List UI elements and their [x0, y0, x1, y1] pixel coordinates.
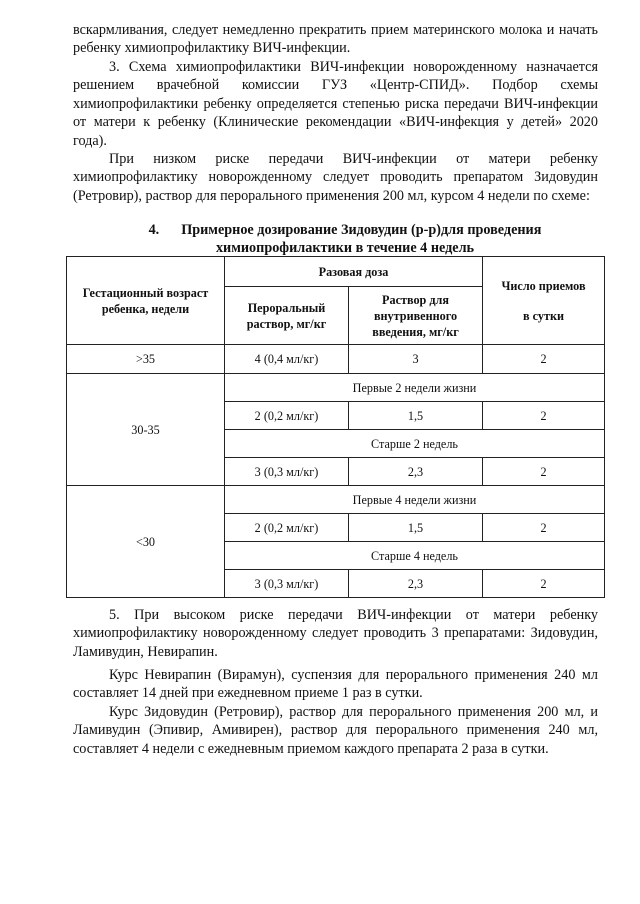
cell-period: Первые 2 недели жизни: [225, 374, 605, 402]
table-title-line1: Примерное дозирование Зидовудин (р-р)для проведения: [181, 222, 542, 238]
dosing-table: [66, 256, 605, 598]
table-row: [67, 345, 605, 374]
header-oral: Пероральный раствор, мг/кг: [225, 287, 349, 345]
cell-age-gt35: >35: [67, 345, 225, 374]
paragraph-nevirapine: Курс Невирапин (Вирамун), суспензия для перорального применения 240 мл составляет 14 дней при ежедневном приеме 1 раз в сутки.: [73, 667, 598, 702]
table-number: 4.: [148, 222, 160, 238]
cell-times: 2: [483, 458, 605, 486]
cell-times: 2: [483, 345, 605, 374]
table-row: [67, 486, 605, 514]
paragraph-zidovudine: Курс Зидовудин (Ретровир), раствор для перорального применения 200 мл, и Ламивудин (Эпивир, Амивирен), раствор для перорального применения 240 мл, составляет 4 недели с ежедневным приемом каждого препарата 2 раза в сутки.: [73, 704, 598, 757]
cell-oral: 4 (0,4 мл/кг): [225, 345, 349, 374]
header-times-line2: в сутки: [523, 308, 565, 323]
cell-period: Первые 4 недели жизни: [225, 486, 605, 514]
paragraph-low-risk: При низком риске передачи ВИЧ-инфекции от матери ребенку химиопрофилактику новорожденному следует проводить препаратом Зидовудин (Ретровир), раствор для перорального применения 200 мл, курсом 4 недели по схеме:: [73, 151, 598, 204]
cell-age-30-35: 30-35: [67, 374, 225, 486]
cell-period: Старше 4 недель: [225, 542, 605, 570]
cell-oral: 2 (0,2 мл/кг): [225, 402, 349, 430]
header-single-dose: Разовая доза: [225, 257, 483, 287]
cell-oral: 3 (0,3 мл/кг): [225, 570, 349, 598]
table-title-line2: химиопрофилактики в течение 4 недель: [215, 240, 475, 256]
paragraph-3: 3. Схема химиопрофилактики ВИЧ-инфекции новорожденному назначается решением врачебной комиссии ГУЗ «Центр-СПИД». Подбор схемы химиопрофилактики ребенку определяется степенью риска передачи ВИЧ-инфекции от матери к ребенку (Клинические рекомендации «ВИЧ-инфекция у детей» 2020 года).: [73, 59, 598, 149]
cell-oral: 3 (0,3 мл/кг): [225, 458, 349, 486]
cell-age-lt30: <30: [67, 486, 225, 598]
cell-iv: 2,3: [349, 458, 483, 486]
cell-period: Старше 2 недель: [225, 430, 605, 458]
cell-iv: 2,3: [349, 570, 483, 598]
header-times-line1: Число приемов: [501, 278, 586, 293]
cell-times: 2: [483, 570, 605, 598]
cell-times: 2: [483, 402, 605, 430]
header-gest-age: Гестационный возраст ребенка, недели: [67, 257, 225, 345]
paragraph-top: вскармливания, следует немедленно прекратить прием материнского молока и начать ребенку химиопрофилактику ВИЧ-инфекции.: [73, 22, 598, 57]
header-times-per-day: [483, 257, 605, 345]
paragraph-5: 5. При высоком риске передачи ВИЧ-инфекции от матери ребенку химиопрофилактику новорожденному следует проводить 3 препаратами: Зидовудин, Ламивудин, Невирапин.: [73, 607, 598, 660]
cell-iv: 1,5: [349, 402, 483, 430]
cell-iv: 1,5: [349, 514, 483, 542]
table-title: [110, 221, 580, 257]
table-row: [67, 374, 605, 402]
header-iv: Раствор для внутривенного введения, мг/кг: [349, 287, 483, 345]
cell-iv: 3: [349, 345, 483, 374]
cell-oral: 2 (0,2 мл/кг): [225, 514, 349, 542]
cell-times: 2: [483, 514, 605, 542]
